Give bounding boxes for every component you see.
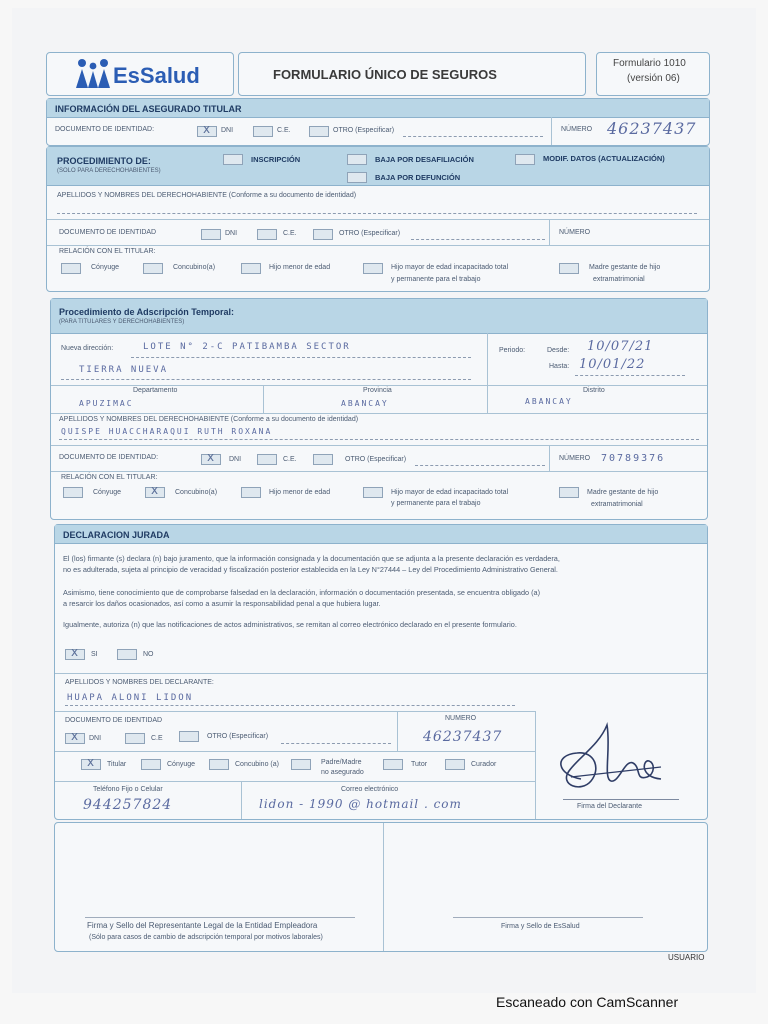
ads-ce-checkbox[interactable] (257, 454, 277, 465)
ads-ce-label: C.E. (283, 456, 297, 463)
proc-hijo-menor-label: Hijo menor de edad (269, 264, 331, 271)
divider (51, 385, 707, 386)
titular-otro-line (403, 136, 543, 137)
declarante-titular-checkbox[interactable] (81, 759, 101, 770)
ads-apellidos-line (59, 439, 699, 440)
form-version: (versión 06) (627, 73, 680, 84)
correo-label: Correo electrónico (341, 786, 399, 793)
divider (51, 413, 707, 414)
form-title: FORMULARIO ÚNICO DE SEGUROS (273, 67, 497, 82)
declarante-titular-label: Titular (107, 761, 127, 768)
procedimiento-section (46, 146, 710, 292)
ads-doc-label: DOCUMENTO DE IDENTIDAD: (59, 454, 159, 461)
proc-conyuge-label: Cónyuge (91, 264, 120, 271)
desde-value[interactable]: 10/07/21 (587, 339, 654, 354)
titular-numero-label: NÚMERO (561, 126, 593, 133)
divider (397, 711, 398, 751)
correo-value[interactable]: lidon - 1990 @ hotmail . com (259, 797, 462, 811)
proc-hijo-mayor-checkbox[interactable] (363, 263, 383, 274)
divider (55, 751, 535, 752)
adscripcion-title: Procedimiento de Adscripción Temporal: (59, 307, 235, 317)
declarante-tutor-label: Tutor (411, 761, 428, 768)
declarante-otro-line (281, 743, 391, 744)
declaracion-p2-line1: Asimismo, tiene conocimiento que de comprobarse falsedad en la declaración, información o documentación presentada, se encuentra obligado (a) (63, 588, 541, 597)
proc-hijo-menor-checkbox[interactable] (241, 263, 261, 274)
title-box (238, 52, 586, 96)
logo-box (46, 52, 234, 96)
divider (383, 823, 384, 951)
proc-conyuge-checkbox[interactable] (61, 263, 81, 274)
declarante-ce-label: C.E (151, 735, 163, 742)
firma-representante-label-2: (Sólo para casos de cambio de adscripción temporal por motivos laborales) (89, 934, 323, 941)
ads-conyuge-label: Cónyuge (93, 489, 122, 496)
proc-hijo-mayor-label-1: Hijo mayor de edad incapacitado total (391, 264, 509, 271)
declaracion-section (54, 524, 708, 820)
declaracion-p2-line2: a resarcir los daños ocasionados, así como a asumir la responsabilidad penal a que hubiera lugar. (63, 599, 381, 608)
declarante-line (65, 705, 515, 706)
no-checkbox[interactable] (117, 649, 137, 660)
form-number-box (596, 52, 710, 96)
ads-hijo-mayor-label-1: Hijo mayor de edad incapacitado total (391, 489, 509, 496)
si-checkbox[interactable] (65, 649, 85, 660)
declarante-conyuge-label: Cónyuge (167, 761, 196, 768)
divider (549, 219, 550, 245)
ads-conyuge-checkbox[interactable] (63, 487, 83, 498)
firma-representante-label-1: Firma y Sello del Representante Legal de la Entidad Empleadora (87, 921, 318, 930)
firma-declarante-label: Firma del Declarante (577, 803, 642, 810)
proc-apellidos-label: APELLIDOS Y NOMBRES DEL DERECHOHABIENTE (Conforme a su documento de identidad) (57, 192, 357, 199)
declarante-numero-value[interactable]: 46237437 (423, 729, 503, 745)
si-label: SI (91, 651, 98, 658)
declaracion-paragraph-2 (63, 587, 703, 609)
divider (55, 711, 535, 712)
titular-ce-label: C.E. (277, 127, 291, 134)
provincia-label: Provincia (363, 387, 392, 394)
procedimiento-title: PROCEDIMIENTO DE: (57, 156, 151, 166)
ads-otro-checkbox[interactable] (313, 454, 333, 465)
proc-madre-checkbox[interactable] (559, 263, 579, 274)
ads-dni-checkbox[interactable] (201, 454, 221, 465)
inscripcion-checkbox[interactable] (223, 154, 243, 165)
periodo-label: Periodo: (499, 347, 526, 354)
titular-title: INFORMACIÓN DEL ASEGURADO TITULAR (55, 104, 242, 114)
ads-numero-label: NÚMERO (559, 455, 591, 462)
divider (535, 711, 536, 819)
ads-madre-label-1: Madre gestante de hijo (587, 489, 659, 496)
ads-hijo-menor-checkbox[interactable] (241, 487, 261, 498)
direccion-line-2[interactable]: TIERRA NUEVA (79, 365, 169, 375)
declarante-curador-label: Curador (471, 761, 497, 768)
hasta-line (575, 375, 685, 376)
declaracion-title: DECLARACION JURADA (63, 530, 170, 540)
ads-madre-checkbox[interactable] (559, 487, 579, 498)
titular-ce-checkbox[interactable] (253, 126, 273, 137)
declarante-ce-checkbox[interactable] (125, 733, 145, 744)
declarante-padre-checkbox[interactable] (291, 759, 311, 770)
adscripcion-subtitle: (PARA TITULARES Y DERECHOHABIENTES) (59, 319, 185, 325)
hasta-label: Hasta: (549, 363, 570, 370)
ads-otro-line (415, 465, 545, 466)
proc-concubino-label: Concubino(a) (173, 264, 216, 271)
declarante-numero-label: NUMERO (445, 715, 477, 722)
provincia-value[interactable]: ABANCAY (341, 399, 389, 408)
titular-doc-label: DOCUMENTO DE IDENTIDAD: (55, 126, 155, 133)
proc-apellidos-line (57, 213, 697, 214)
ads-concubino-checkbox[interactable] (145, 487, 165, 498)
proc-otro-line (411, 239, 545, 240)
firmas-section (54, 822, 708, 952)
titular-dni-checkbox[interactable] (197, 126, 217, 137)
proc-numero-label: NÚMERO (559, 229, 591, 236)
divider (55, 673, 707, 674)
declarante-apellidos-value[interactable]: HUAPA ALONI LIDON (67, 693, 194, 703)
usuario-label: USUARIO (668, 953, 705, 962)
titular-numero-value[interactable]: 46237437 (607, 119, 697, 138)
declarante-apellidos-label: APELLIDOS Y NOMBRES DEL DECLARANTE: (65, 679, 214, 686)
proc-dni-checkbox[interactable] (201, 229, 221, 240)
divider (551, 117, 552, 145)
telefono-label: Teléfono Fijo o Celular (93, 786, 163, 793)
proc-hijo-mayor-label-2: y permanente para el trabajo (391, 276, 481, 283)
inscripcion-label: INSCRIPCIÓN (251, 155, 301, 164)
departamento-label: Departamento (133, 387, 178, 394)
proc-concubino-checkbox[interactable] (143, 263, 163, 274)
essalud-signature-line (453, 917, 643, 918)
ads-concubino-label: Concubino(a) (175, 489, 218, 496)
divider (263, 385, 264, 413)
declarante-padre-label-2: no asegurado (321, 769, 364, 776)
titular-otro-checkbox[interactable] (309, 126, 329, 137)
distrito-value[interactable]: ABANCAY (525, 397, 573, 406)
declaracion-paragraph-3: Igualmente, autoriza (n) que las notificaciones de actos administrativos, se remitan al correo electrónico declarado en el presente formulario. (63, 620, 517, 629)
form-number: Formulario 1010 (613, 58, 686, 69)
ads-madre-label-2: extramatrimonial (591, 501, 643, 508)
procedimiento-subtitle: (SOLO PARA DERECHOHABIENTES) (57, 168, 161, 174)
ads-hijo-mayor-label-2: y permanente para el trabajo (391, 500, 481, 507)
baja-defuncion-checkbox[interactable] (347, 172, 367, 183)
declarante-dni-checkbox[interactable] (65, 733, 85, 744)
direccion-line-1-rule (131, 357, 471, 358)
declaracion-p1-line1: El (los) firmante (s) declara (n) bajo juramento, que la información consignada y la documentación que se adjunta a la presente declaración es verdadera, (63, 554, 560, 563)
direccion-line-2-rule (61, 379, 471, 380)
telefono-value[interactable]: 944257824 (83, 797, 173, 813)
hasta-value[interactable]: 10/01/22 (579, 357, 646, 372)
ads-hijo-menor-label: Hijo menor de edad (269, 489, 331, 496)
declarante-otro-label: OTRO (Especificar) (207, 733, 269, 740)
firma-essalud-label: Firma y Sello de EsSalud (501, 923, 580, 930)
titular-dni-label: DNI (221, 127, 234, 134)
divider (241, 781, 242, 819)
divider (47, 219, 709, 220)
baja-defuncion-label: BAJA POR DEFUNCIÓN (375, 173, 461, 182)
proc-otro-label: OTRO (Especificar) (339, 230, 401, 237)
divider (487, 385, 488, 413)
declaracion-paragraph-1 (63, 553, 703, 575)
proc-ce-checkbox[interactable] (257, 229, 277, 240)
modif-datos-checkbox[interactable] (515, 154, 535, 165)
divider (487, 333, 488, 385)
rep-signature-line (85, 917, 355, 918)
ads-dni-label: DNI (229, 456, 242, 463)
declarante-curador-checkbox[interactable] (445, 759, 465, 770)
baja-desafiliacion-checkbox[interactable] (347, 154, 367, 165)
declarante-signature-icon (551, 719, 671, 799)
signature-line (563, 799, 679, 800)
ads-hijo-mayor-checkbox[interactable] (363, 487, 383, 498)
logo-text: EsSalud (113, 63, 200, 88)
proc-dni-label: DNI (225, 230, 238, 237)
divider (47, 245, 709, 246)
proc-ce-label: C.E. (283, 230, 297, 237)
titular-otro-label: OTRO (Especificar) (333, 127, 395, 134)
declarante-conyuge-checkbox[interactable] (141, 759, 161, 770)
nueva-direccion-label: Nueva dirección: (61, 345, 114, 352)
desde-label: Desde: (547, 347, 570, 354)
ads-relacion-label: RELACIÓN CON EL TITULAR: (61, 474, 158, 481)
proc-otro-checkbox[interactable] (313, 229, 333, 240)
ads-numero-value[interactable]: 70789376 (601, 453, 666, 464)
proc-madre-label-1: Madre gestante de hijo (589, 264, 661, 271)
divider (51, 445, 707, 446)
declaracion-p1-line2: no es adulterada, sujeta al principio de veracidad y fiscalización posterior establecida en la Ley N°27444 – Ley del Procedimiento Administrativo General. (63, 565, 558, 574)
declarante-dni-label: DNI (89, 735, 102, 742)
declarante-concubino-label: Concubino (a) (235, 761, 279, 768)
adscripcion-section (50, 298, 708, 520)
distrito-label: Distrito (583, 387, 605, 394)
titular-section (46, 98, 710, 146)
declarante-otro-checkbox[interactable] (179, 731, 199, 742)
proc-doc-label: DOCUMENTO DE IDENTIDAD (59, 229, 157, 236)
declarante-doc-label: DOCUMENTO DE IDENTIDAD (65, 717, 163, 724)
baja-desafiliacion-label: BAJA POR DESAFILIACIÓN (375, 155, 474, 164)
direccion-line-1[interactable]: LOTE N° 2-C PATIBAMBA SECTOR (143, 342, 351, 352)
modif-datos-label: MODIF. DATOS (ACTUALIZACIÓN) (543, 154, 665, 163)
divider (51, 471, 707, 472)
departamento-value[interactable]: APUZIMAC (79, 399, 134, 408)
declarante-tutor-checkbox[interactable] (383, 759, 403, 770)
divider (549, 445, 550, 471)
declarante-concubino-checkbox[interactable] (209, 759, 229, 770)
divider (55, 781, 535, 782)
camscanner-watermark: Escaneado con CamScanner (496, 994, 679, 1010)
no-label: NO (143, 651, 154, 658)
ads-apellidos-value[interactable]: QUISPE HUACCHARAQUI RUTH ROXANA (61, 427, 273, 436)
proc-madre-label-2: extramatrimonial (593, 276, 645, 283)
proc-relacion-label: RELACIÓN CON EL TITULAR: (59, 248, 156, 255)
ads-otro-label: OTRO (Especificar) (345, 456, 407, 463)
declarante-padre-label-1: Padre/Madre (321, 759, 362, 766)
ads-apellidos-label: APELLIDOS Y NOMBRES DEL DERECHOHABIENTE (Conforme a su documento de identidad) (59, 416, 359, 423)
